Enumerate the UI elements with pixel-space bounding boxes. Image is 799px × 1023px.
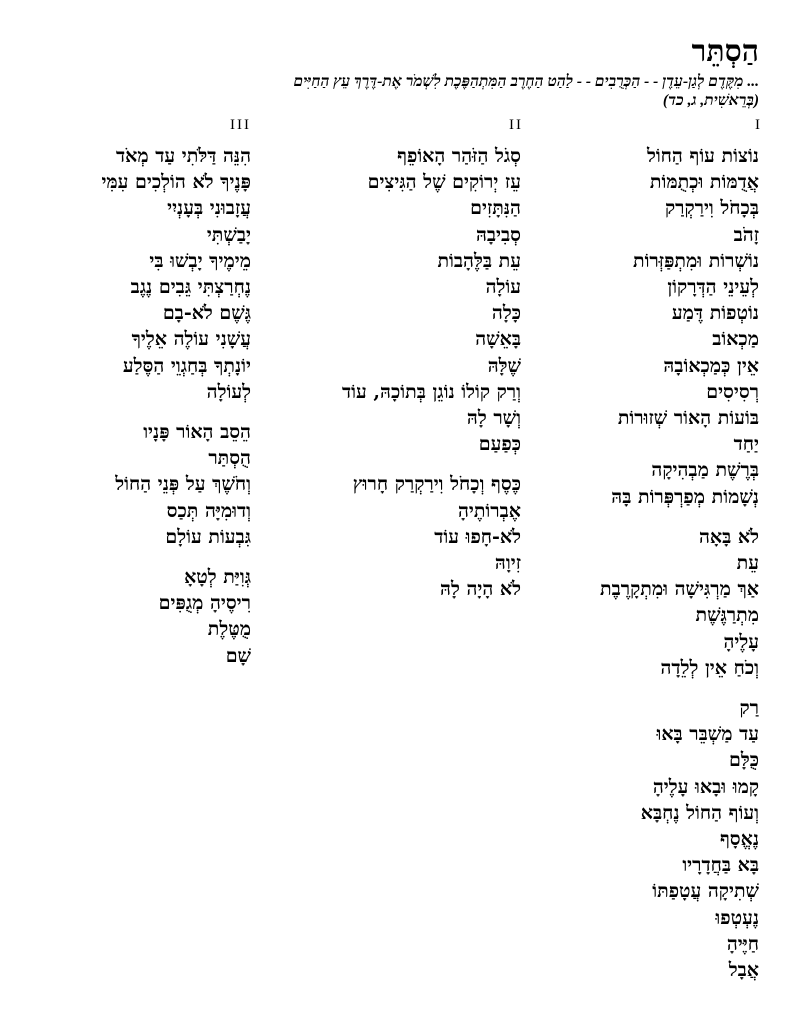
section-numeral-1: I (755, 117, 762, 133)
poem-line: גְּוִיַּת לְטָאָ (184, 566, 251, 589)
poem-line: הִנֵּה דַּלֹּתִי עַד מְאֹד (116, 145, 251, 167)
poem-line: עָלֶיהָ (723, 630, 759, 653)
stanza (261, 471, 521, 602)
poem-line: נוֹשְׁרוֹת וּמִתְפַּזְּרוֹת (632, 249, 759, 272)
poem-line: הֻסְתַּר (208, 447, 251, 470)
poem-line: בּוֹעוֹת הָאוֹר שְׁזוּרוֹת (617, 407, 759, 430)
poem-line: כֶּסֶף וְכָחֹל וִירַקְרַק חָרוּץ (352, 473, 521, 496)
poem-section-3 (11, 143, 251, 683)
poem-line: וְרַק קוֹלוֹ נוֹגֵן בְּתוֹכָהּ, עוֹד (342, 380, 521, 403)
poem-line: שְׁתִיקָה עֲטָפַתּוֹ (652, 880, 759, 903)
epigraph (39, 72, 759, 110)
poem-line: גִּבְעוֹת עוֹלָם (165, 525, 251, 548)
poem-line: מַכְאוֹב (712, 328, 759, 351)
poem-line: קָמוּ וּבָאוּ עָלֶיהָ (652, 775, 759, 798)
poem-line: חַיֶּיהָ (726, 932, 759, 955)
poem-line: אַךְ מַרְגִּישָׁה וּמִתְקָרֶבֶת (600, 578, 759, 601)
stanza (531, 143, 759, 510)
poem-line: סְגֹל הַזֹּהַר הָאוֹפֵף (397, 145, 521, 167)
poem-line: וְשָׁר לָהּ (466, 407, 521, 430)
poem-line: שֶׁלָּהּ (487, 354, 521, 377)
poem-line: אֲבָל (728, 959, 759, 982)
poem-line: לְעוֹלָה (206, 380, 251, 403)
poem-line: רַק (739, 697, 759, 720)
poem-line: לֹא-חָפוּ עוֹד (434, 525, 521, 548)
section-numeral-3: III (230, 117, 251, 133)
poem-line: נוֹטְפוֹת דֶּמַע (671, 302, 759, 325)
poem-line: הֵסֵב הָאוֹר פָּנָיו (143, 421, 251, 444)
poem-line: מֵימֶיךָ יָבְשׁוּ בִּי (149, 249, 251, 272)
poem-line: עֵז יְרוֹקִים שֶׁל הַגִּיצִים (367, 171, 521, 194)
poem-line: כָּלָה (491, 302, 521, 325)
poem-line: נְשָׁמוֹת מְפַרְפְּרוֹת בָּהּ (611, 485, 759, 508)
poem-line: בָּאֵשָׁה (475, 328, 521, 351)
poem-line: לְעֵינֵי הַדְּרָקוֹן (667, 276, 759, 299)
poem-line: לֹא בָּאָה (699, 525, 759, 548)
poem-line: וְחֹשֶׁךְ עַל פְּנֵי הַחוֹל (115, 473, 251, 496)
stanza (261, 143, 521, 457)
poem-line: עֵת בַּלֶּהָבוֹת (437, 249, 521, 272)
poem-line: רִיסֶיהָ מְגֻפִּים (158, 592, 251, 615)
poem-line: אֲדֻמּוֹת וּכְתֻמּוֹת (649, 171, 759, 194)
poem-line: עֵת (736, 552, 759, 575)
poem-line: הַנִּתָּזִים (470, 197, 521, 220)
stanza (531, 524, 759, 681)
epigraph-quote: ... מִקֶּדֶם לְגַן-עֵדֶן - - הַכְּרֻבִים - - לַהַט הַחֶרֶב הַמִּתְהַפֶּכֶת לִשְׁמֹר אֶת-דֶּרֶךְ עֵץ הַחַיִּים (293, 73, 759, 90)
poem-line: עוֹלָה (485, 276, 521, 299)
poem-line: פָּנֶיךָ לֹא הוֹלְכִים עִמִּי (101, 171, 251, 194)
poem-line: וְעוֹף הַחוֹל נֶחְבָּא (640, 801, 759, 824)
poem-line: נוֹצוֹת עוֹף הַחוֹל (646, 145, 759, 167)
poem-line: בָּא בַּחֲדָרָיו (682, 854, 759, 877)
poem-line: יוֹנָתְךָ בְּחַגְוֵי הַסֶּלַע (122, 354, 251, 377)
stanza (11, 143, 251, 405)
poem-line: עֲשָׁנִי עוֹלֶה אֵלֶיךָ (131, 328, 251, 351)
poem-line: מֻטֶּלֶת (207, 618, 251, 641)
poem-line: אֵין כְּמַכְאוֹבָהּ (663, 354, 759, 377)
poem-line: יַחַד (733, 433, 759, 456)
poem-line: בְּרֶשֶׁת מַבְהִיקָה (651, 459, 759, 482)
stanza (11, 564, 251, 669)
poem-line: נֶחְרַצְתִּי גֵּבִים נֶגֶב (130, 276, 251, 299)
poem-line: שָׁם (225, 644, 251, 667)
poem-line: זִיוָהּ (494, 552, 521, 575)
poem-line: וְכֹחַ אֵין לְלֵדָה (660, 656, 759, 679)
poem-line: נֶאֱסָף (719, 828, 759, 851)
section-numeral-2: II (509, 117, 523, 133)
poem-line: זָהֹב (733, 223, 759, 246)
poem-line: אֶבְרוֹתֶיהָ (457, 499, 521, 522)
poem-line: עַד מַשְׁבֵּר בָּאוּ (656, 723, 759, 746)
poem-line: כְּפַעַם (478, 433, 521, 456)
poem-line: סְבִיבָהּ (475, 223, 521, 246)
poem-line: עֲזָבוּנִי בְּעָנְיִי (167, 197, 251, 220)
poem-line: נֶעְטְפוּ (715, 906, 759, 929)
poem-line: כֻּלָּם (728, 749, 759, 772)
stanza (531, 695, 759, 983)
stanza (11, 419, 251, 550)
poem-section-1 (531, 143, 759, 997)
poem-line: לֹא הָיָה לָהּ (440, 578, 521, 601)
poem-section-2 (261, 143, 521, 616)
epigraph-citation: (בְּרֵאשִׁית, ג, כד) (662, 92, 759, 109)
poem-line: יָבַשְׁתִּי (206, 223, 251, 246)
poem-line: גֶּשֶׁם לֹא-בָם (162, 302, 251, 325)
poem-line: רְסִיסִים (706, 380, 759, 403)
poem-line: בְּכָחֹל וִירַקְרַק (664, 197, 759, 220)
poem-line: וְדוּמִיָּה תְּכַס (166, 499, 251, 522)
poem-line: מִתְרַגֶּשֶׁת (695, 604, 759, 627)
poem-title: הַסְתֵּר (691, 34, 759, 69)
